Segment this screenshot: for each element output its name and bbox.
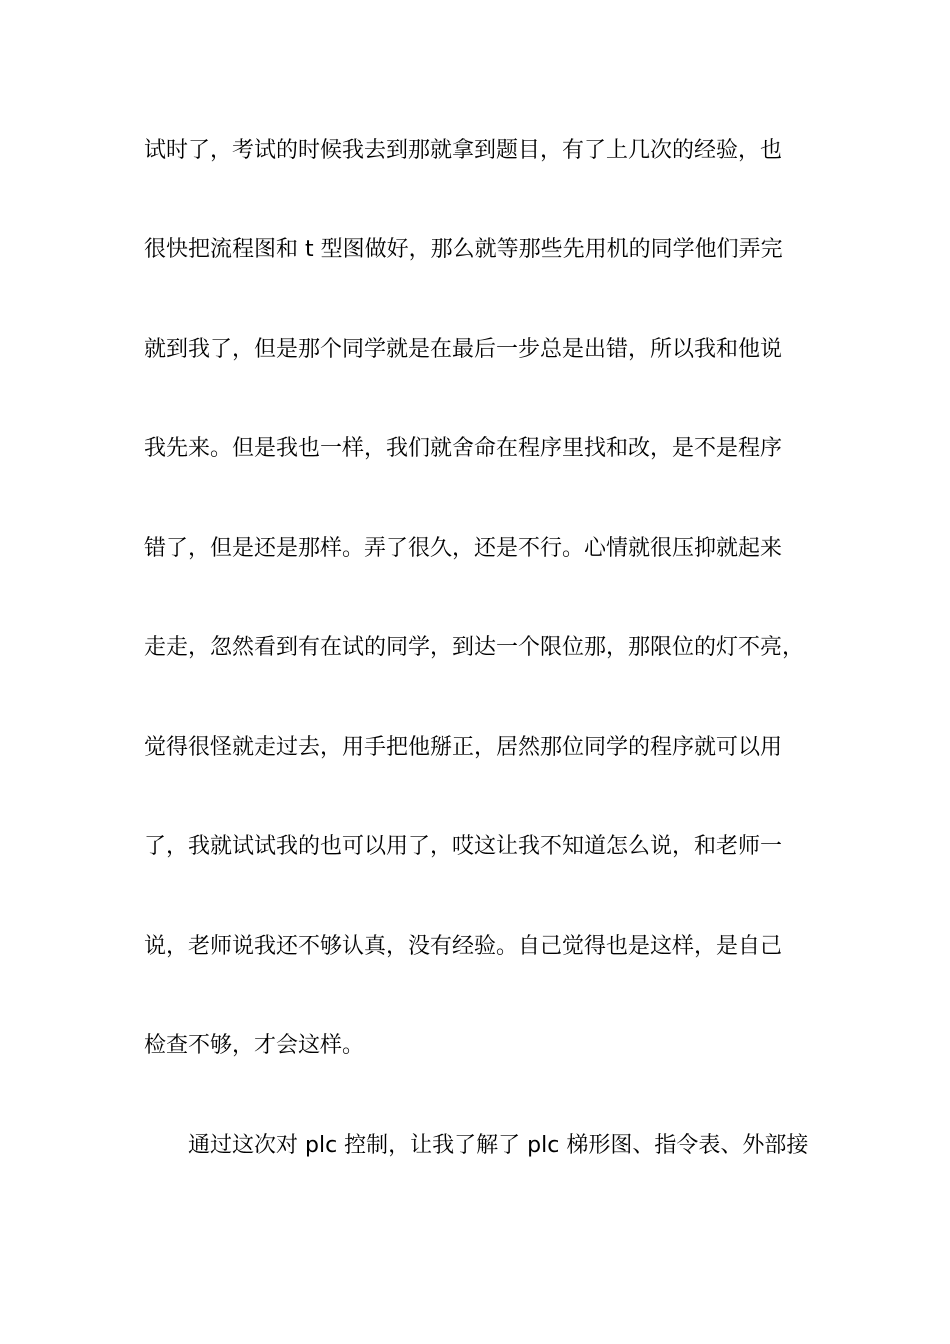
text-line: 觉得很怪就走过去，用手把他掰正，居然那位同学的程序就可以用: [144, 735, 783, 760]
text-line: 了，我就试试我的也可以用了，哎这让我不知道怎么说，和老师一: [144, 834, 783, 859]
text-line: 检查不够，才会这样。: [144, 1033, 365, 1058]
text-line: 很快把流程图和 t 型图做好，那么就等那些先用机的同学他们弄完: [144, 237, 783, 262]
text-line: 走走，忽然看到有在试的同学，到达一个限位那，那限位的灯不亮，: [144, 635, 805, 660]
text-line: 说，老师说我还不够认真，没有经验。自己觉得也是这样，是自己: [144, 934, 783, 959]
text-line: 我先来。但是我也一样，我们就舍命在程序里找和改，是不是程序: [144, 436, 783, 461]
text-line: 就到我了，但是那个同学就是在最后一步总是出错，所以我和他说: [144, 337, 783, 362]
paragraph-start-line: 通过这次对 plc 控制，让我了解了 plc 梯形图、指令表、外部接: [188, 1133, 809, 1158]
text-line: 试时了，考试的时候我去到那就拿到题目，有了上几次的经验，也: [144, 138, 783, 163]
text-line: 错了，但是还是那样。弄了很久，还是不行。心情就很压抑就起来: [144, 536, 783, 561]
